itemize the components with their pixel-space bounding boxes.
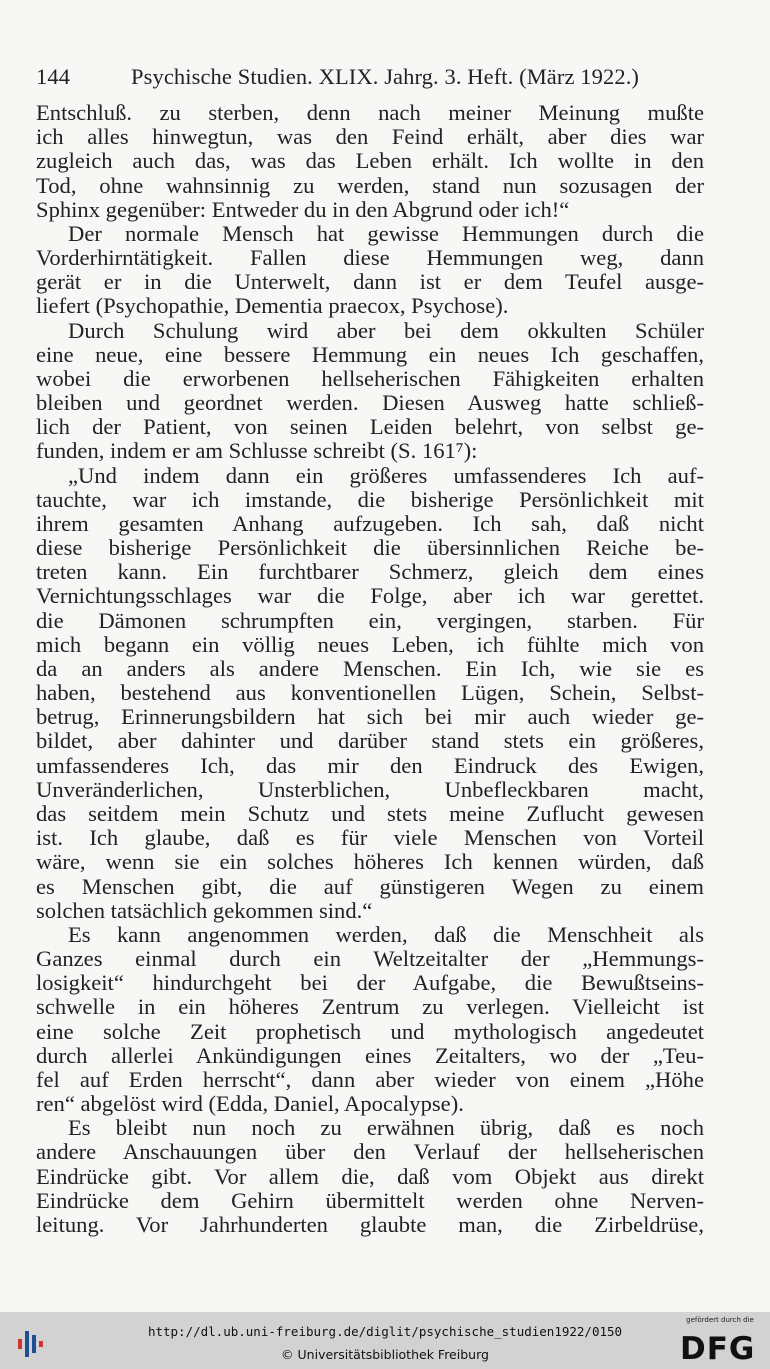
text-line: es Menschen gibt, die auf günstigeren Wegen zu einem: [36, 873, 704, 899]
text-line: ist. Ich glaube, daß es für viele Menschen von Vorteil: [36, 825, 704, 851]
paragraph: [36, 101, 704, 222]
running-title: Psychische Studien. XLIX. Jahrg. 3. Heft. (März 1922.): [131, 64, 640, 89]
text-line: liefert (Psychopathie, Dementia praecox, Psychose).: [36, 293, 509, 319]
text-line: haben, bestehend aus konventionellen Lügen, Schein, Selbst-: [36, 680, 704, 706]
dfg-caption: gefördert durch die: [686, 1316, 754, 1324]
text-line: das seitdem mein Schutz und stets meine Zuflucht gewesen: [36, 800, 704, 826]
text-line: wobei die erworbenen hellseherischen Fähigkeiten erhalten: [36, 365, 704, 391]
text-line: solchen tatsächlich gekommen sind.“: [36, 897, 373, 923]
text-line: andere Anschauungen über den Verlauf der hellseherischen: [36, 1139, 704, 1165]
paragraph: [36, 923, 704, 1116]
text-line: funden, indem er am Schlusse schreibt (S. 161⁷):: [36, 438, 478, 464]
text-line: bleiben und geordnet werden. Diesen Ausweg hatte schließ-: [36, 390, 704, 416]
ub-freiburg-logo-icon: [18, 1327, 48, 1359]
paragraph: [36, 319, 704, 464]
body-text: [36, 101, 704, 1237]
page-header: [36, 64, 708, 94]
text-line: Vernichtungsschlages war die Folge, aber ich war gerettet.: [36, 583, 704, 609]
text-line: die Dämonen schrumpften ein, vergingen, starben. Für: [36, 607, 704, 633]
text-line: leitung. Vor Jahrhunderten glaubte man, die Zirbeldrüse,: [36, 1211, 704, 1237]
text-line: zugleich auch das, was das Leben erhält. Ich wollte in den: [36, 148, 704, 174]
page-number: 144: [36, 64, 71, 89]
text-line: Entschluß. zu sterben, denn nach meiner Meinung mußte: [36, 100, 704, 125]
text-line: Eindrücke dem Gehirn übermittelt werden ohne Nerven-: [36, 1187, 704, 1213]
text-line: Es kann angenommen werden, daß die Menschheit als: [68, 921, 704, 947]
source-url-link[interactable]: http://dl.ub.uni-freiburg.de/diglit/psychische_studien1922/0150: [147, 1324, 623, 1339]
text-line: ren“ abgelöst wird (Edda, Daniel, Apocalypse).: [36, 1091, 464, 1117]
text-line: fel auf Erden herrscht“, dann aber wieder von einem „Höhe: [36, 1066, 704, 1092]
quote-paragraph: [36, 464, 704, 923]
text-line: gerät er in die Unterwelt, dann ist er dem Teufel ausge-: [36, 269, 704, 295]
text-line: Sphinx gegenüber: Entweder du in den Abgrund oder ich!“: [36, 196, 570, 222]
text-line: treten kann. Ein furchtbarer Schmerz, gleich dem eines: [36, 559, 704, 585]
text-line: Durch Schulung wird aber bei dem okkulten Schüler: [68, 317, 704, 343]
text-line: eine neue, eine bessere Hemmung ein neues Ich geschaffen,: [36, 341, 704, 367]
dfg-logo: DFG: [680, 1331, 756, 1367]
text-line: betrug, Erinnerungsbildern hat sich bei mir auch wieder ge-: [36, 704, 704, 730]
text-line: lich der Patient, von seinen Leiden belehrt, von selbst ge-: [36, 414, 704, 440]
text-line: ich alles hinwegtun, was den Feind erhält, aber dies war: [36, 124, 704, 150]
text-line: Tod, ohne wahnsinnig zu werden, stand nun sozusagen der: [36, 172, 704, 198]
text-line: tauchte, war ich imstande, die bisherige Persönlichkeit mit: [36, 486, 704, 512]
text-line: Vorderhirntätigkeit. Fallen diese Hemmungen weg, dann: [36, 245, 704, 271]
text-line: eine solche Zeit prophetisch und mythologisch angedeutet: [36, 1018, 704, 1044]
paragraph: [36, 222, 704, 319]
text-line: losigkeit“ hindurchgeht bei der Aufgabe, die Bewußtseins-: [36, 970, 704, 996]
text-line: mich begann ein völlig neues Leben, ich fühlte mich von: [36, 631, 704, 657]
text-line: Der normale Mensch hat gewisse Hemmungen durch die: [68, 220, 704, 246]
text-line: durch allerlei Ankündigungen eines Zeitalters, wo der „Teu-: [36, 1042, 704, 1068]
text-line: da an anders als andere Menschen. Ein Ich, wie sie es: [36, 655, 704, 681]
copyright-notice: © Universitätsbibliothek Freiburg: [281, 1347, 489, 1362]
text-line: Unveränderlichen, Unsterblichen, Unbefleckbaren macht,: [36, 776, 704, 802]
text-line: Eindrücke gibt. Vor allem die, daß vom Objekt aus direkt: [36, 1163, 704, 1189]
text-line: schwelle in ein höheres Zentrum zu verlegen. Vielleicht ist: [36, 994, 704, 1020]
text-line: bildet, aber dahinter und darüber stand stets ein größeres,: [36, 728, 704, 754]
text-line: Ganzes einmal durch ein Weltzeitalter der „Hemmungs-: [36, 946, 704, 972]
footer-bar: [0, 1312, 770, 1369]
text-line: wäre, wenn sie ein solches höheres Ich kennen würden, daß: [36, 849, 704, 875]
text-line: Es bleibt nun noch zu erwähnen übrig, daß es noch: [68, 1115, 704, 1141]
text-line: ihrem gesamten Anhang aufzugeben. Ich sah, daß nicht: [36, 510, 704, 536]
text-line: umfassenderes Ich, das mir den Eindruck des Ewigen,: [36, 752, 704, 778]
paragraph: [36, 1116, 704, 1237]
text-line: diese bisherige Persönlichkeit die übersinnlichen Reiche be-: [36, 535, 704, 561]
text-line: „Und indem dann ein größeres umfassenderes Ich auf-: [68, 462, 704, 488]
